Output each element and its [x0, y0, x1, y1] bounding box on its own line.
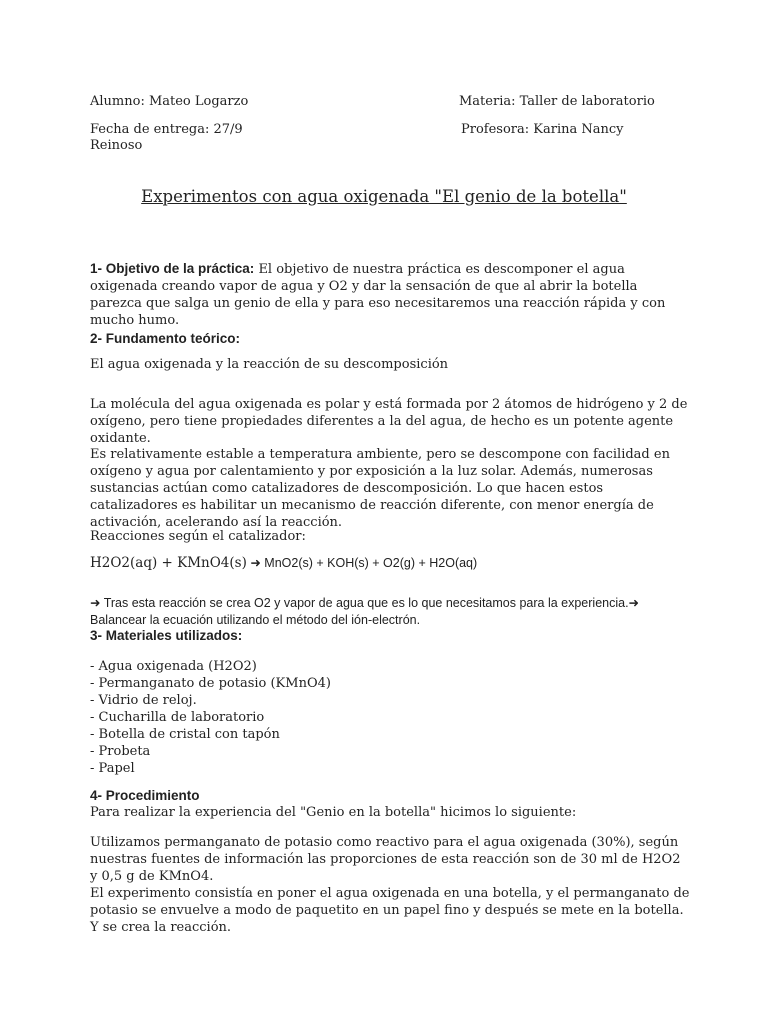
- list-item: - Agua oxigenada (H2O2): [90, 659, 257, 674]
- procedure-heading: 4- Procedimiento: [90, 788, 200, 803]
- objective-text: El objetivo de nuestra práctica es descomponer el agua oxigenada creando vapor de agua y O2 y dar la sensación de que al abrir la botella parezca que salga un genio de ella y para eso necesitaremos una reacción rápida y con mucho humo.: [90, 262, 666, 328]
- materials-heading: 3- Materiales utilizados:: [90, 628, 243, 643]
- list-item: - Cucharilla de laboratorio: [90, 710, 265, 725]
- procedure-paragraph-2: Utilizamos permanganato de potasio como reactivo para el agua oxigenada (30%), según nuestras fuentes de información las proporciones de esta reacción son de 30 ml de H2O2 y 0,5 g de KMnO4.: [90, 835, 681, 884]
- reaction-equation: [90, 555, 690, 572]
- teacher-name-continued: Reinoso: [90, 138, 143, 153]
- objective-paragraph: [90, 260, 690, 329]
- reactions-label: Reacciones según el catalizador:: [90, 529, 306, 544]
- list-item: - Vidrio de reloj.: [90, 693, 197, 708]
- list-item: - Papel: [90, 761, 135, 776]
- teacher-name: Profesora: Karina Nancy: [461, 122, 624, 137]
- list-item: - Botella de cristal con tapón: [90, 727, 280, 742]
- procedure-paragraph-1: Para realizar la experiencia del "Genio en la botella" hicimos lo siguiente:: [90, 805, 577, 820]
- document-title: Experimentos con agua oxigenada "El genio de la botella": [141, 187, 627, 206]
- theory-paragraph-2: Es relativamente estable a temperatura ambiente, pero se descompone con facilidad en oxígeno y agua por calentamiento y por exposición a la luz solar. Además, numerosas sustancias actúan como catalizadores de descomposición. Lo que hacen estos catalizadores es habilitar un mecanismo de reacción diferente, con menor energía de activación, acelerando así la reacción.: [90, 447, 670, 530]
- reaction-note: ➜ Tras esta reacción se crea O2 y vapor de agua que es lo que necesitamos para la experiencia.➜ Balancear la ecuación utilizando el método del ión-electrón.: [90, 595, 640, 627]
- equation-products: ➜ MnO2(s) + KOH(s) + O2(g) + H2O(aq): [246, 556, 478, 570]
- theory-subtitle: El agua oxigenada y la reacción de su descomposición: [90, 357, 449, 372]
- equation-reactants: H2O2(aq) + KMnO4(s): [90, 555, 247, 571]
- list-item: - Permanganato de potasio (KMnO4): [90, 676, 331, 691]
- list-item: - Probeta: [90, 744, 151, 759]
- theory-paragraph-1: La molécula del agua oxigenada es polar y está formada por 2 átomos de hidrógeno y 2 de oxígeno, pero tiene propiedades diferentes a la del agua, de hecho es un potente agente oxidante.: [90, 397, 688, 446]
- due-date: Fecha de entrega: 27/9: [90, 122, 243, 137]
- student-name: Alumno: Mateo Logarzo: [90, 94, 249, 109]
- subject-name: Materia: Taller de laboratorio: [459, 94, 655, 109]
- objective-heading: 1- Objetivo de la práctica:: [90, 261, 255, 276]
- theory-heading: 2- Fundamento teórico:: [90, 331, 241, 346]
- procedure-paragraph-3: El experimento consistía en poner el agua oxigenada en una botella, y el permanganato de potasio se envuelve a modo de paquetito en un papel fino y después se mete en la botella. Y se crea la reacción.: [90, 886, 690, 935]
- materials-list: [90, 658, 331, 777]
